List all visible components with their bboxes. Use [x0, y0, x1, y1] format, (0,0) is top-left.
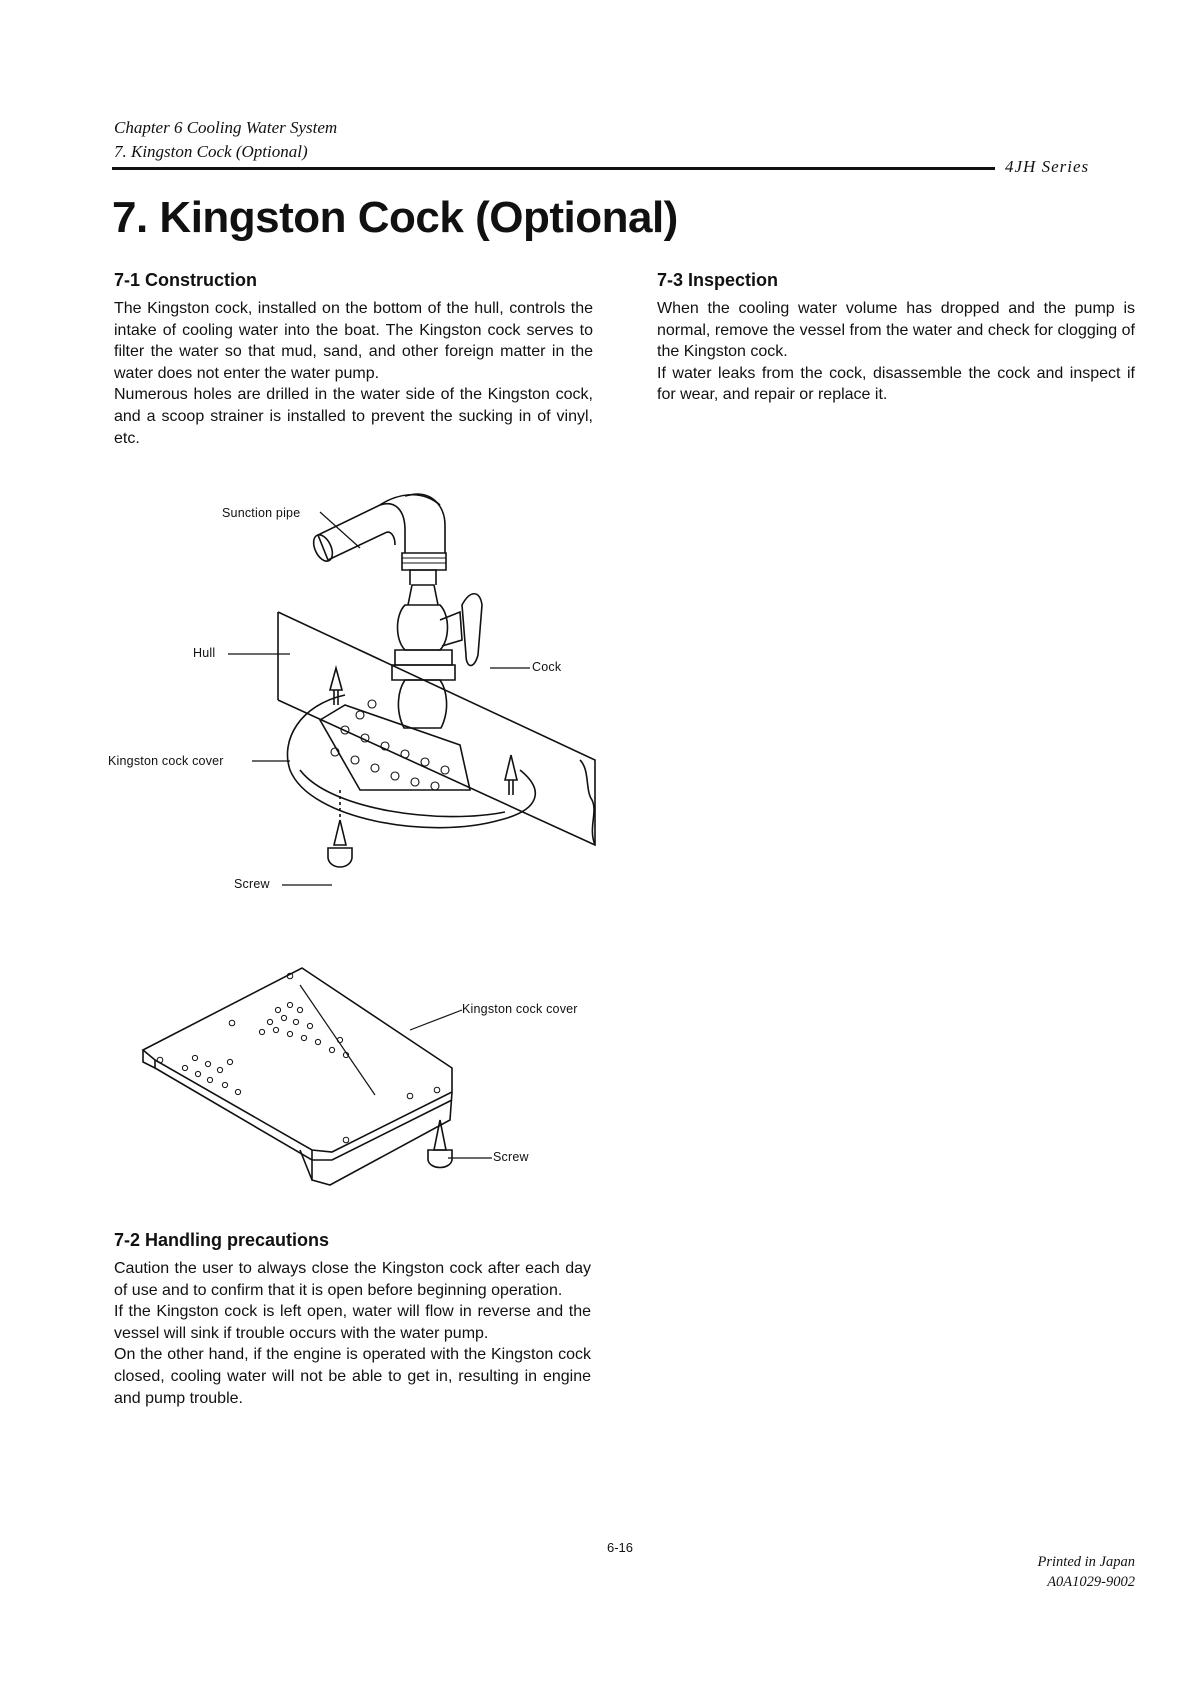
- handling-paragraph: If the Kingston cock is left open, water will flow in reverse and the vessel will sink if trouble occurs with the water pump.: [114, 1303, 591, 1342]
- leader-cover-2: [410, 1010, 462, 1030]
- chapter-header: Chapter 6 Cooling Water System: [114, 118, 338, 137]
- handling-heading: 7-2 Handling precautions: [114, 1230, 330, 1250]
- label-suction-pipe: Sunction pipe: [222, 506, 301, 520]
- printed-in: Printed in Japan: [1037, 1554, 1135, 1570]
- footer-info: [940, 1552, 1135, 1592]
- construction-text: [114, 298, 593, 449]
- label-screw: Screw: [234, 877, 270, 891]
- suction-pipe: [318, 504, 405, 560]
- screw-bottom: [334, 820, 346, 845]
- label-hull: Hull: [193, 646, 216, 660]
- cover-screw: [434, 1120, 446, 1150]
- label-cover-2: Kingston cock cover: [462, 1002, 578, 1016]
- cover-body: [143, 968, 452, 1152]
- screw-right: [505, 755, 517, 780]
- inspection-heading: 7-3 Inspection: [657, 270, 779, 290]
- construction-paragraph: Numerous holes are drilled in the water side of the Kingston cock, and a scoop strainer is installed to prevent the sucking in of vinyl, etc.: [114, 386, 593, 447]
- inspection-paragraph: If water leaks from the cock, disassemble the cock and inspect if for wear, and repair or replace it.: [657, 364, 1135, 404]
- construction-paragraph: The Kingston cock, installed on the bottom of the hull, controls the intake of cooling water into the boat. The Kingston cock serves to filter the water so that mud, sand, and other foreign matter in the water does not enter the water pump.: [114, 300, 593, 382]
- page-title: 7. Kingston Cock (Optional): [112, 193, 678, 242]
- inspection-text: [657, 298, 1135, 406]
- header-rule: [112, 167, 995, 170]
- label-cock: Cock: [532, 660, 562, 674]
- construction-heading: 7-1 Construction: [114, 270, 258, 290]
- page-number: 6-16: [607, 1540, 634, 1555]
- label-screw-2: Screw: [493, 1150, 529, 1164]
- screw-left: [330, 668, 342, 690]
- series-label: 4JH Series: [1005, 157, 1090, 176]
- cock-lever: [462, 594, 482, 666]
- handling-paragraph: On the other hand, if the engine is operated with the Kingston cock closed, cooling water will not be able to get in, resulting in engine and pump trouble.: [114, 1346, 591, 1407]
- hull-plate: [278, 612, 595, 845]
- cover-rim: [287, 695, 535, 828]
- section-header: 7. Kingston Cock (Optional): [114, 142, 308, 161]
- leader-suction: [320, 512, 360, 548]
- document-code: A0A1029-9002: [1047, 1574, 1135, 1590]
- inspection-paragraph: When the cooling water volume has dropped and the pump is normal, remove the vessel from the water and check for clogging of the Kingston cock.: [657, 300, 1135, 361]
- handling-text: [114, 1258, 591, 1409]
- cock-base: [398, 680, 446, 728]
- label-kingston-cover: Kingston cock cover: [108, 754, 224, 768]
- handling-paragraph: Caution the user to always close the Kingston cock after each day of use and to confirm that it is open before beginning operation.: [114, 1260, 591, 1299]
